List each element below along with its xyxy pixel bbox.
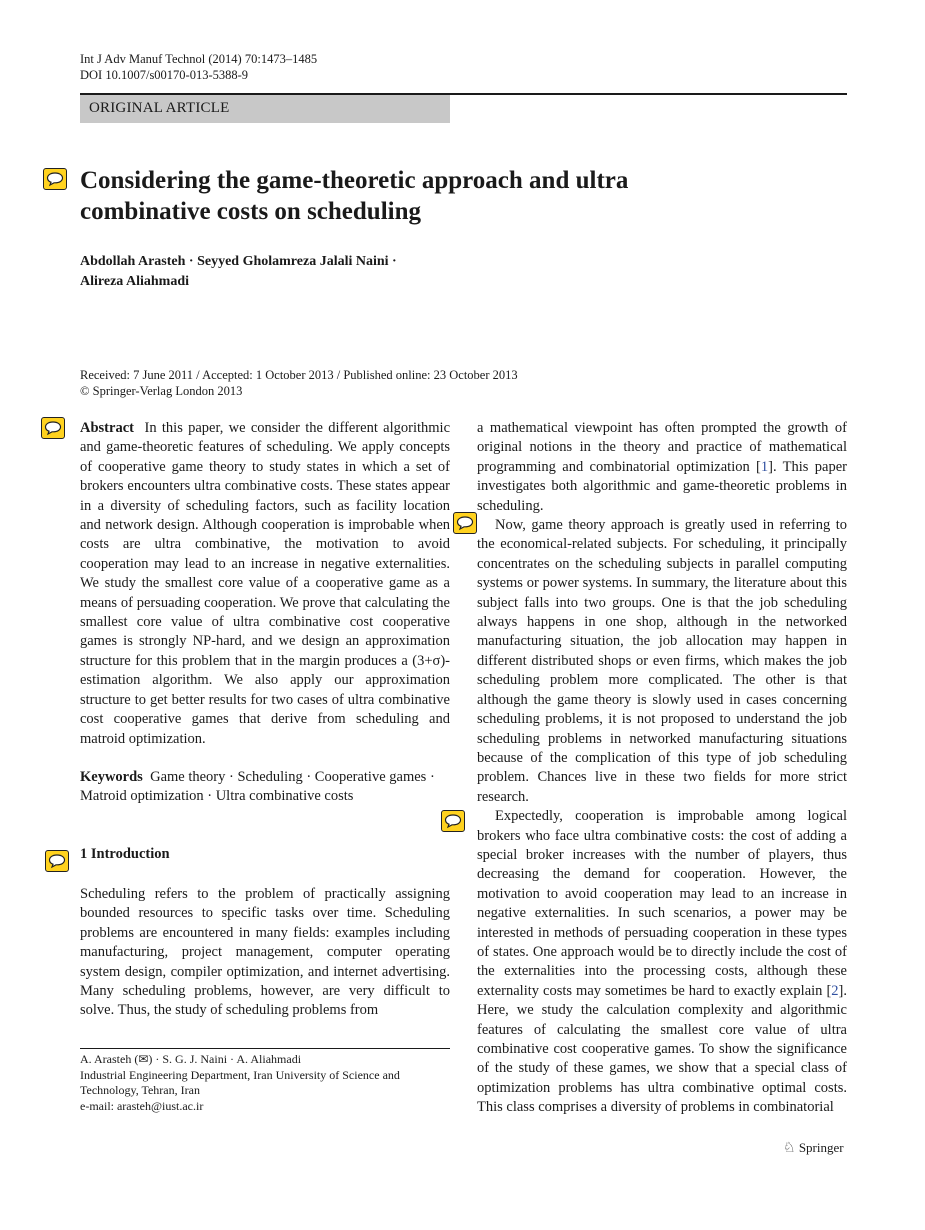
comment-note-icon[interactable] bbox=[43, 168, 67, 190]
right-paragraph-1 bbox=[477, 419, 847, 516]
comment-note-icon[interactable] bbox=[453, 512, 477, 534]
article-type-banner bbox=[80, 95, 450, 123]
citation-link[interactable]: 2 bbox=[831, 982, 839, 999]
title-line-1: Considering the game-theoretic approach and ultra bbox=[80, 167, 629, 194]
comment-note-icon[interactable] bbox=[41, 417, 65, 439]
author-footnote bbox=[80, 1052, 450, 1114]
author-list bbox=[80, 252, 480, 292]
intro-paragraph bbox=[80, 885, 450, 1021]
title-line-2: combinative costs on scheduling bbox=[80, 198, 422, 225]
text-run: Expectedly, cooperation is improbable among logical brokers who face ultra combinative costs: the cost of adding a special broker increases with the number of players, thus decreasing the demand for cooperation. However, the motivation to avoid cooperation may lead to an increase in negative externalities. In such scenarios, a power may be interested in methods of persuading cooperation in these types of states. One approach would be to directly include the cost of the externalities into the processing costs, although these externality costs may sometimes be hard to exactly explain [ bbox=[477, 808, 847, 999]
authors-line-2: Alireza Aliahmadi bbox=[80, 274, 190, 289]
paper-title bbox=[80, 165, 720, 227]
right-column bbox=[477, 419, 847, 1118]
copyright: © Springer-Verlag London 2013 bbox=[80, 384, 243, 398]
journal-citation: Int J Adv Manuf Technol (2014) 70:1473–1485 bbox=[80, 52, 318, 66]
comment-note-icon[interactable] bbox=[45, 850, 69, 872]
footnote-rule bbox=[80, 1048, 450, 1049]
right-paragraph-2: Now, game theory approach is greatly used in referring to the economical-related subjects. For scheduling, it principally concentrates on the scheduling subjects in parallel computing systems or power systems. In summary, the literature about this subject falls into two groups. One is that the job scheduling always happens in one shop, although in the networked manufacturing situation, the job allocation may happen in different distributed shops or even firms, which makes the job scheduling problem more complicated. The other is that although the game theory is slowly used in cases concerning scheduling problems, it is not proposed to understand the job scheduling problems in networked manufacturing situations because of the complication of this type of job scheduling problem. Chances live in these two fields for more strict research. bbox=[477, 517, 847, 805]
keywords bbox=[80, 768, 450, 807]
abstract-text: In this paper, we consider the different algorithmic and game-theoretic features of scheduling. We apply concepts of cooperative game theory to study states in which a set of brokers encounters ultra combinative costs. These states appear in a diversity of scheduling factors, such as facility location and network design. Although cooperation is improbable when costs are ultra combinative, the motivation to avoid cooperation may lead to an increase in negative externalities. We study the smallest core value of a cooperative game as a means of persuading cooperation. We prove that calculating the smallest core value of ultra combinative cost cooperative games is strongly NP-hard, and we design an approximation structure for this problem that in the margin produces a (3+σ)-estimation algorithm. We also apply our approximation structure to get better results for two cases of ultra combinative cost cooperative games that derive from scheduling and matroid optimization. bbox=[80, 420, 450, 747]
keywords-text: Game theory · Scheduling · Cooperative games · Matroid optimization · Ultra combinative costs bbox=[80, 769, 435, 805]
article-type-label: ORIGINAL ARTICLE bbox=[89, 100, 230, 116]
publication-history bbox=[80, 367, 518, 399]
footnote-email: e-mail: arasteh@iust.ac.ir bbox=[80, 1098, 204, 1113]
footnote-affiliation: Industrial Engineering Department, Iran University of Science and Technology, Tehran, Iran bbox=[80, 1067, 400, 1097]
publisher-name: Springer bbox=[798, 1140, 844, 1155]
doi: DOI 10.1007/s00170-013-5388-9 bbox=[80, 68, 249, 82]
text-run: ]. Here, we study the calculation complexity and algorithmic features of calculating the smallest core value of ultra combinative cost cooperative games. To show the significance of the study of these games, we show that a special class of optimization problems has ultra combinative optimal costs. This class comprises a diversity of problems in combinatorial bbox=[477, 982, 847, 1116]
comment-note-icon[interactable] bbox=[441, 810, 465, 832]
text-run: ]. This paper investigates both algorithmic and game-theoretic problems in scheduling. bbox=[477, 458, 847, 514]
abstract-label: Abstract bbox=[80, 420, 134, 436]
keywords-label: Keywords bbox=[80, 769, 143, 785]
intro-text: Scheduling refers to the problem of practically assigning bounded resources to specific tasks over time. Scheduling problems are encountered in many fields: examples including manufacturing, project management, computer operating system design, compiler optimization, and internet advertising. Many scheduling problems, however, are very difficult to solve. Thus, the study of scheduling problems from bbox=[80, 886, 450, 1019]
footnote-authors: A. Arasteh (✉) · S. G. J. Naini · A. Aliahmadi bbox=[80, 1052, 302, 1066]
section-heading-introduction: 1 Introduction bbox=[80, 846, 170, 862]
publisher-logo bbox=[783, 1140, 844, 1157]
abstract bbox=[80, 419, 450, 749]
text-run: a mathematical viewpoint has often prompted the growth of original notions in the theory and practice of mathematical programming and combinatorial optimization [ bbox=[477, 420, 847, 475]
history-dates: Received: 7 June 2011 / Accepted: 1 October 2013 / Published online: 23 October 2013 bbox=[80, 368, 518, 382]
right-paragraph-3 bbox=[477, 807, 847, 1118]
springer-horse-icon: ♘ bbox=[783, 1141, 796, 1156]
citation-link[interactable]: 1 bbox=[760, 458, 769, 475]
authors-line-1: Abdollah Arasteh · Seyyed Gholamreza Jalali Naini · bbox=[80, 254, 397, 269]
